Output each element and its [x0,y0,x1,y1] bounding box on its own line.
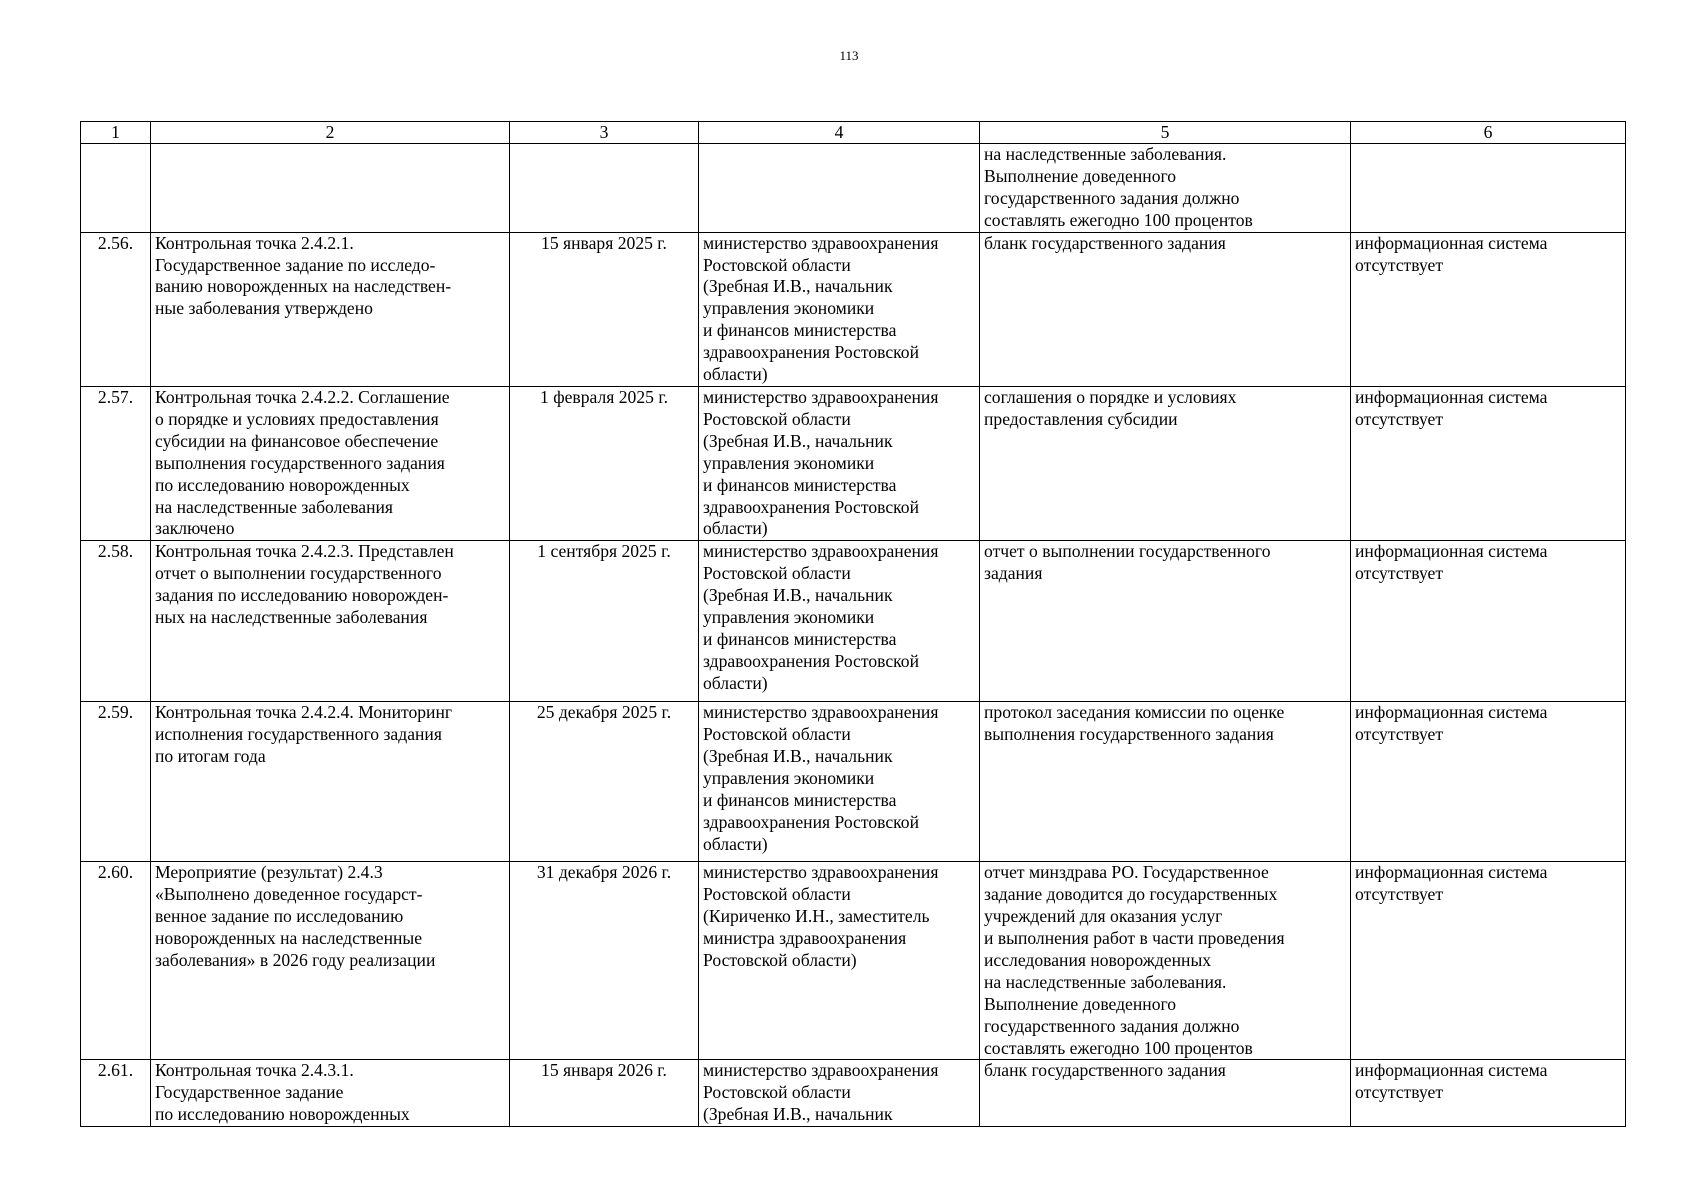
table-row [81,862,1626,1060]
row-number [81,144,151,233]
row-name [151,144,510,233]
row-name: Контрольная точка 2.4.2.2. Соглашение о порядке и условиях предоставления субсидии на финансовое обеспечение выполнения государственного задания по исследованию новорожденных на наследственные заболевания заключено [151,386,510,540]
row-name: Контрольная точка 2.4.2.1. Государственное задание по исследо- ванию новорожденных на наследствен- ные заболевания утверждено [151,232,510,386]
row-responsible: министерство здравоохранения Ростовской области (Зребная И.В., начальник управления экономики и финансов министерства здравоохранения Ростовской области) [699,232,980,386]
row-number: 2.61. [81,1060,151,1127]
table-row [81,702,1626,862]
plan-table [80,121,1626,1127]
row-document: отчет минздрава РО. Государственное задание доводится до государственных учреждений для оказания услуг и выполнения работ в части проведения исследования новорожденных на наследственные заболевания. Выполнение доведенного государственного задания должно составлять ежегодно 100 процентов [980,862,1351,1060]
column-header-1: 1 [81,122,151,144]
row-number: 2.59. [81,702,151,862]
row-date: 1 февраля 2025 г. [510,386,699,540]
row-responsible: министерство здравоохранения Ростовской области (Зребная И.В., начальник управления экономики и финансов министерства здравоохранения Ростовской области) [699,386,980,540]
column-header-4: 4 [699,122,980,144]
row-document: отчет о выполнении государственного задания [980,541,1351,702]
row-system: информационная система отсутствует [1351,232,1626,386]
column-header-5: 5 [980,122,1351,144]
row-responsible: министерство здравоохранения Ростовской области (Зребная И.В., начальник управления экономики и финансов министерства здравоохранения Ростовской области) [699,541,980,702]
row-name: Мероприятие (результат) 2.4.3 «Выполнено доведенное государст- венное задание по исследованию новорожденных на наследственные заболевания» в 2026 году реализации [151,862,510,1060]
row-system: информационная система отсутствует [1351,1060,1626,1127]
row-responsible: министерство здравоохранения Ростовской области (Зребная И.В., начальник управления экономики и финансов министерства здравоохранения Ростовской области) [699,702,980,862]
row-document: протокол заседания комиссии по оценке выполнения государственного задания [980,702,1351,862]
table-row [81,1060,1626,1127]
row-date: 15 января 2026 г. [510,1060,699,1127]
column-header-3: 3 [510,122,699,144]
row-document: бланк государственного задания [980,1060,1351,1127]
row-responsible: министерство здравоохранения Ростовской области (Кириченко И.Н., заместитель министра здравоохранения Ростовской области) [699,862,980,1060]
row-date [510,144,699,233]
row-name: Контрольная точка 2.4.3.1. Государственное задание по исследованию новорожденных [151,1060,510,1127]
row-system: информационная система отсутствует [1351,702,1626,862]
row-name: Контрольная точка 2.4.2.3. Представлен отчет о выполнении государственного задания по исследованию новорожден- ных на наследственные заболевания [151,541,510,702]
column-header-2: 2 [151,122,510,144]
table-row [81,541,1626,702]
row-system: информационная система отсутствует [1351,541,1626,702]
row-document: соглашения о порядке и условиях предоставления субсидии [980,386,1351,540]
row-name: Контрольная точка 2.4.2.4. Мониторинг исполнения государственного задания по итогам года [151,702,510,862]
row-number: 2.57. [81,386,151,540]
page-number: 113 [839,48,859,63]
row-number: 2.58. [81,541,151,702]
row-responsible [699,144,980,233]
row-system: информационная система отсутствует [1351,386,1626,540]
row-number: 2.60. [81,862,151,1060]
row-document: бланк государственного задания [980,232,1351,386]
table-row [81,386,1626,540]
row-number: 2.56. [81,232,151,386]
table-row [81,232,1626,386]
row-date: 15 января 2025 г. [510,232,699,386]
column-number-row [81,122,1626,144]
column-header-6: 6 [1351,122,1626,144]
table-row-continuation [81,144,1626,233]
row-date: 1 сентября 2025 г. [510,541,699,702]
row-system: информационная система отсутствует [1351,862,1626,1060]
row-document: на наследственные заболевания. Выполнение доведенного государственного задания должно составлять ежегодно 100 процентов [980,144,1351,233]
row-system [1351,144,1626,233]
row-date: 31 декабря 2026 г. [510,862,699,1060]
row-responsible: министерство здравоохранения Ростовской области (Зребная И.В., начальник [699,1060,980,1127]
row-date: 25 декабря 2025 г. [510,702,699,862]
